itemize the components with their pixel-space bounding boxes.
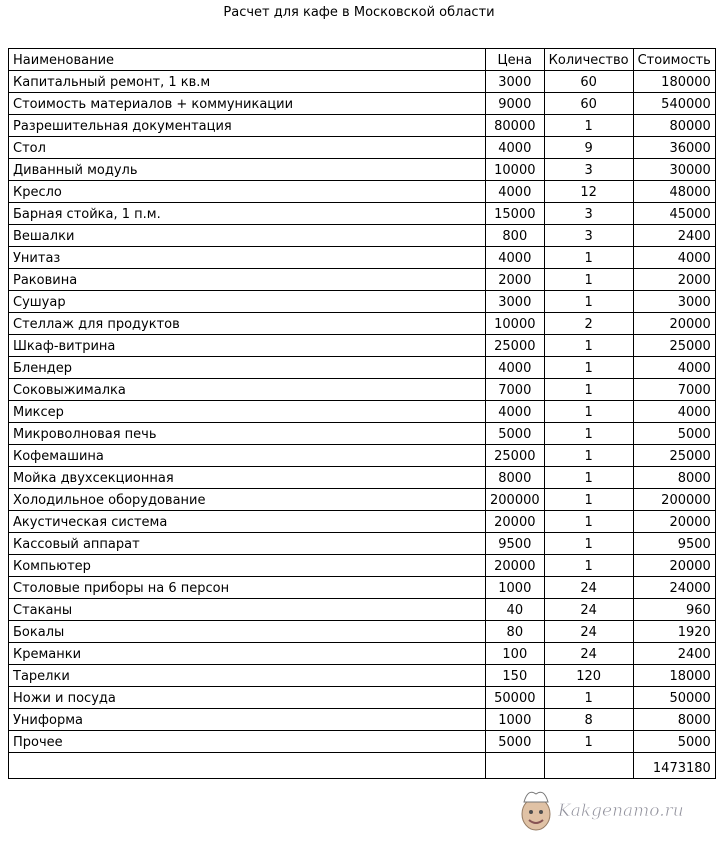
item-cost: 24000	[633, 577, 715, 599]
item-price: 20000	[486, 511, 545, 533]
item-name: Шкаф-витрина	[9, 335, 486, 357]
item-quantity: 3	[544, 225, 633, 247]
table-row	[9, 137, 716, 159]
item-price: 10000	[486, 159, 545, 181]
item-cost: 50000	[633, 687, 715, 709]
watermark-text: Kakgenamo.ru	[558, 801, 684, 821]
item-cost: 20000	[633, 313, 715, 335]
item-price: 8000	[486, 467, 545, 489]
table-row	[9, 687, 716, 709]
total-empty-cell	[9, 753, 486, 779]
item-price: 20000	[486, 555, 545, 577]
total-row	[9, 753, 716, 779]
header-name: Наименование	[9, 49, 486, 71]
item-quantity: 2	[544, 313, 633, 335]
table-row	[9, 247, 716, 269]
table-row	[9, 445, 716, 467]
item-price: 9500	[486, 533, 545, 555]
item-quantity: 60	[544, 93, 633, 115]
item-name: Вешалки	[9, 225, 486, 247]
item-cost: 20000	[633, 511, 715, 533]
item-name: Столовые приборы на 6 персон	[9, 577, 486, 599]
total-empty-cell	[486, 753, 545, 779]
item-price: 4000	[486, 247, 545, 269]
item-quantity: 1	[544, 269, 633, 291]
item-name: Униформа	[9, 709, 486, 731]
table-row	[9, 731, 716, 753]
item-price: 80000	[486, 115, 545, 137]
item-cost: 45000	[633, 203, 715, 225]
item-cost: 960	[633, 599, 715, 621]
page-title: Расчет для кафе в Московской области	[223, 5, 495, 20]
table-row	[9, 599, 716, 621]
item-cost: 30000	[633, 159, 715, 181]
table-row	[9, 621, 716, 643]
total-empty-cell	[544, 753, 633, 779]
item-price: 4000	[486, 357, 545, 379]
item-price: 4000	[486, 181, 545, 203]
item-cost: 18000	[633, 665, 715, 687]
item-quantity: 1	[544, 731, 633, 753]
item-quantity: 9	[544, 137, 633, 159]
item-quantity: 60	[544, 71, 633, 93]
table-row	[9, 225, 716, 247]
item-cost: 48000	[633, 181, 715, 203]
item-cost: 2000	[633, 269, 715, 291]
cost-table	[8, 48, 716, 779]
table-row	[9, 71, 716, 93]
item-quantity: 24	[544, 599, 633, 621]
item-name: Раковина	[9, 269, 486, 291]
item-cost: 4000	[633, 247, 715, 269]
item-price: 4000	[486, 401, 545, 423]
item-cost: 7000	[633, 379, 715, 401]
table-row	[9, 401, 716, 423]
item-cost: 5000	[633, 423, 715, 445]
item-cost: 1920	[633, 621, 715, 643]
table-row	[9, 357, 716, 379]
item-quantity: 1	[544, 555, 633, 577]
item-name: Блендер	[9, 357, 486, 379]
total-cost: 1473180	[633, 753, 715, 779]
item-name: Ножи и посуда	[9, 687, 486, 709]
item-price: 2000	[486, 269, 545, 291]
table-row	[9, 203, 716, 225]
item-name: Унитаз	[9, 247, 486, 269]
table-row	[9, 423, 716, 445]
item-quantity: 8	[544, 709, 633, 731]
item-price: 1000	[486, 577, 545, 599]
item-cost: 5000	[633, 731, 715, 753]
table-row	[9, 181, 716, 203]
table-row	[9, 577, 716, 599]
header-quantity: Количество	[544, 49, 633, 71]
item-name: Соковыжималка	[9, 379, 486, 401]
header-cost: Стоимость	[633, 49, 715, 71]
table-row	[9, 115, 716, 137]
table-row	[9, 269, 716, 291]
table-row	[9, 379, 716, 401]
item-quantity: 1	[544, 423, 633, 445]
table-row	[9, 555, 716, 577]
item-name: Стеллаж для продуктов	[9, 313, 486, 335]
table-row	[9, 291, 716, 313]
item-cost: 200000	[633, 489, 715, 511]
item-price: 3000	[486, 71, 545, 93]
item-cost: 4000	[633, 401, 715, 423]
table-row	[9, 709, 716, 731]
item-name: Стоимость материалов + коммуникации	[9, 93, 486, 115]
item-name: Компьютер	[9, 555, 486, 577]
item-price: 7000	[486, 379, 545, 401]
header-price: Цена	[486, 49, 545, 71]
item-price: 5000	[486, 423, 545, 445]
item-price: 800	[486, 225, 545, 247]
item-name: Кассовый аппарат	[9, 533, 486, 555]
item-quantity: 120	[544, 665, 633, 687]
item-name: Капитальный ремонт, 1 кв.м	[9, 71, 486, 93]
item-quantity: 1	[544, 357, 633, 379]
item-quantity: 1	[544, 247, 633, 269]
item-cost: 2400	[633, 643, 715, 665]
item-cost: 8000	[633, 709, 715, 731]
item-name: Прочее	[9, 731, 486, 753]
item-quantity: 24	[544, 643, 633, 665]
item-cost: 25000	[633, 445, 715, 467]
item-price: 10000	[486, 313, 545, 335]
item-cost: 180000	[633, 71, 715, 93]
item-name: Миксер	[9, 401, 486, 423]
item-name: Мойка двухсекционная	[9, 467, 486, 489]
table-row	[9, 643, 716, 665]
item-name: Акустическая система	[9, 511, 486, 533]
item-quantity: 1	[544, 401, 633, 423]
item-quantity: 1	[544, 511, 633, 533]
item-name: Бокалы	[9, 621, 486, 643]
item-price: 9000	[486, 93, 545, 115]
site-watermark	[514, 786, 714, 836]
item-quantity: 1	[544, 379, 633, 401]
item-quantity: 24	[544, 621, 633, 643]
item-price: 5000	[486, 731, 545, 753]
item-name: Кофемашина	[9, 445, 486, 467]
item-quantity: 1	[544, 467, 633, 489]
item-price: 25000	[486, 445, 545, 467]
item-name: Стол	[9, 137, 486, 159]
item-quantity: 3	[544, 159, 633, 181]
item-quantity: 1	[544, 335, 633, 357]
item-price: 100	[486, 643, 545, 665]
item-name: Разрешительная документация	[9, 115, 486, 137]
item-quantity: 12	[544, 181, 633, 203]
item-cost: 20000	[633, 555, 715, 577]
item-name: Сушуар	[9, 291, 486, 313]
item-cost: 4000	[633, 357, 715, 379]
table-row	[9, 467, 716, 489]
item-cost: 2400	[633, 225, 715, 247]
item-price: 40	[486, 599, 545, 621]
table-row	[9, 313, 716, 335]
item-price: 1000	[486, 709, 545, 731]
item-name: Холодильное оборудование	[9, 489, 486, 511]
item-quantity: 1	[544, 115, 633, 137]
item-quantity: 1	[544, 533, 633, 555]
table-header-row	[9, 49, 716, 71]
table-row	[9, 489, 716, 511]
table-row	[9, 533, 716, 555]
item-name: Тарелки	[9, 665, 486, 687]
item-name: Диванный модуль	[9, 159, 486, 181]
item-cost: 540000	[633, 93, 715, 115]
item-cost: 9500	[633, 533, 715, 555]
item-price: 25000	[486, 335, 545, 357]
item-cost: 36000	[633, 137, 715, 159]
item-price: 150	[486, 665, 545, 687]
item-price: 3000	[486, 291, 545, 313]
item-quantity: 1	[544, 687, 633, 709]
item-name: Стаканы	[9, 599, 486, 621]
item-quantity: 1	[544, 291, 633, 313]
item-price: 4000	[486, 137, 545, 159]
item-price: 50000	[486, 687, 545, 709]
item-name: Микроволновая печь	[9, 423, 486, 445]
item-cost: 8000	[633, 467, 715, 489]
table-row	[9, 335, 716, 357]
table-row	[9, 93, 716, 115]
item-quantity: 1	[544, 445, 633, 467]
table-row	[9, 159, 716, 181]
table-row	[9, 665, 716, 687]
item-price: 200000	[486, 489, 545, 511]
item-cost: 3000	[633, 291, 715, 313]
item-name: Барная стойка, 1 п.м.	[9, 203, 486, 225]
item-price: 15000	[486, 203, 545, 225]
item-quantity: 1	[544, 489, 633, 511]
chef-mascot-icon	[522, 792, 550, 830]
item-name: Кресло	[9, 181, 486, 203]
item-cost: 80000	[633, 115, 715, 137]
table-row	[9, 511, 716, 533]
item-quantity: 3	[544, 203, 633, 225]
item-price: 80	[486, 621, 545, 643]
item-quantity: 24	[544, 577, 633, 599]
item-cost: 25000	[633, 335, 715, 357]
item-name: Креманки	[9, 643, 486, 665]
